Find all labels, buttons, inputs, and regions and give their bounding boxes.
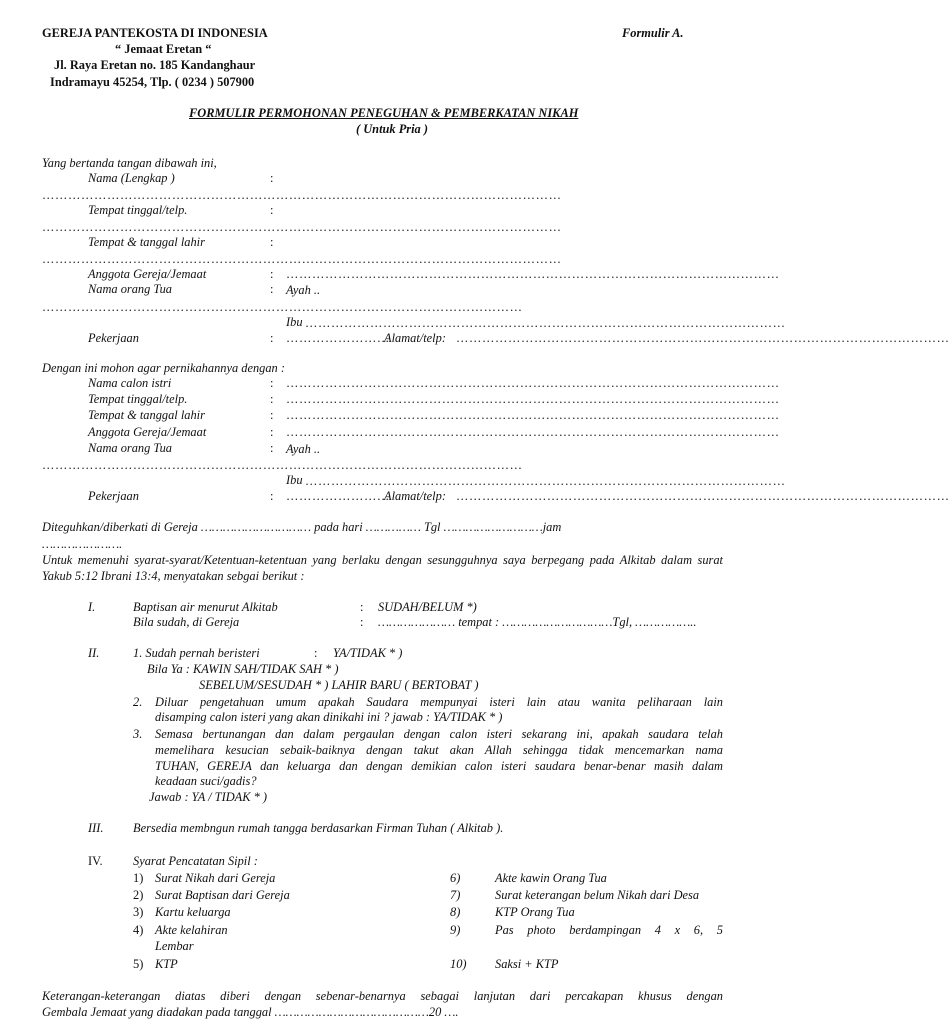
req-item: Saksi + KTP — [495, 957, 559, 971]
req-number: 1) — [133, 871, 144, 885]
bride-name-label: Nama calon istri — [88, 376, 172, 390]
req-item: Akte kawin Orang Tua — [495, 871, 607, 885]
groom-job-address-field[interactable]: …………………………………………………………………………………………………… — [456, 331, 950, 345]
q3-line-3: TUHAN, GEREJA dan keluarga dan dengan demikian calon isteri saudara benar-benar masih dalam — [155, 759, 723, 773]
groom-job-field[interactable]: …………………… — [286, 331, 390, 345]
q3-number: 3. — [133, 727, 143, 741]
req-number: 5) — [133, 957, 144, 971]
groom-birth-field[interactable]: ………………………………………………………………………………………………………… — [42, 252, 562, 266]
req-item: Akte kelahiran — [155, 923, 228, 937]
form-subtitle: ( Untuk Pria ) — [356, 122, 428, 136]
req-item: KTP — [155, 957, 178, 971]
req-item: Surat Nikah dari Gereja — [155, 871, 276, 885]
baptism-church-value[interactable]: ………………… tempat : …………………………Tgl, …………….. — [378, 615, 697, 629]
groom-member-label: Anggota Gereja/Jemaat — [88, 267, 207, 281]
colon: : — [270, 203, 274, 217]
form-code: Formulir A. — [622, 26, 684, 40]
groom-job-label: Pekerjaan — [88, 331, 139, 345]
q2-number: 2. — [133, 695, 143, 709]
q2-line-1: Diluar pengetahuan umum apakah Saudara mempunyai isteri lain atau wanita peliharaan lain — [155, 695, 723, 709]
q1-answer[interactable]: YA/TIDAK * ) — [333, 646, 403, 660]
colon: : — [270, 441, 274, 455]
colon: : — [360, 600, 364, 614]
bride-father-label: Ayah .. — [286, 442, 321, 456]
q1-if-yes-2[interactable]: SEBELUM/SESUDAH * ) LAHIR BARU ( BERTOBAT ) — [199, 678, 479, 692]
bride-parents-label: Nama orang Tua — [88, 441, 172, 455]
groom-name-field[interactable]: ………………………………………………………………………………………………………… — [42, 188, 562, 202]
section-3-text: Bersedia membngun rumah tangga berdasarkan Firman Tuhan ( Alkitab ). — [133, 821, 504, 835]
bride-birth-field[interactable]: …………………………………………………………………………………………………… — [286, 408, 780, 422]
colon: : — [270, 282, 274, 296]
colon: : — [270, 392, 274, 406]
req-number: 9) — [450, 923, 461, 937]
ceremony-line-cont[interactable]: …………………. — [42, 537, 123, 551]
q3-line-2: memelihara kesucian sebaik-baiknya dengan takut akan Allah sehingga tidak mencemarkan nama — [155, 743, 723, 757]
req-number: 3) — [133, 905, 144, 919]
q1-if-yes[interactable]: Bila Ya : KAWIN SAH/TIDAK SAH * ) — [147, 662, 339, 676]
groom-birth-label: Tempat & tanggal lahir — [88, 235, 205, 249]
q3-answer[interactable]: Jawab : YA / TIDAK * ) — [149, 790, 267, 804]
form-title: FORMULIR PERMOHONAN PENEGUHAN & PEMBERKATAN NIKAH — [189, 106, 579, 120]
bride-mother-label: Ibu — [286, 473, 303, 487]
groom-father-label: Ayah .. — [286, 283, 321, 297]
groom-mother-field[interactable]: ………………………………………………………………………………………………… — [305, 316, 786, 330]
bride-father-field[interactable]: ………………………………………………………………………………………………… — [42, 458, 523, 472]
bride-job-field[interactable]: …………………… — [286, 489, 390, 503]
q1-text: 1. Sudah pernah beristeri — [133, 646, 260, 660]
groom-parents-label: Nama orang Tua — [88, 282, 172, 296]
q2-line-2[interactable]: disamping calon isteri yang akan dinikahi ini ? jawab : YA/TIDAK * ) — [155, 710, 503, 724]
req-item: Kartu keluarga — [155, 905, 231, 919]
groom-father-field[interactable]: ………………………………………………………………………………………………… — [42, 300, 523, 314]
section-4-number: IV. — [88, 854, 103, 868]
bride-member-field[interactable]: …………………………………………………………………………………………………… — [286, 425, 780, 439]
church-name: GEREJA PANTEKOSTA DI INDONESIA — [42, 26, 268, 40]
bride-name-field[interactable]: …………………………………………………………………………………………………… — [286, 376, 780, 390]
baptism-church-label: Bila sudah, di Gereja — [133, 615, 240, 629]
groom-mother-label: Ibu — [286, 315, 303, 329]
groom-job-address-label: Alamat/telp: — [384, 331, 446, 345]
bride-member-label: Anggota Gereja/Jemaat — [88, 425, 207, 439]
colon: : — [270, 425, 274, 439]
bride-mother-field[interactable]: ………………………………………………………………………………………………… — [305, 474, 786, 488]
church-phone: Indramayu 45254, Tlp. ( 0234 ) 507900 — [50, 75, 255, 89]
colon: : — [270, 171, 274, 185]
req-number: 4) — [133, 923, 144, 937]
groom-residence-field[interactable]: ………………………………………………………………………………………………………… — [42, 220, 562, 234]
req-number: 2) — [133, 888, 144, 902]
bride-job-address-label: Alamat/telp: — [384, 489, 446, 503]
q3-line-4: keadaan suci/gadis? — [155, 774, 257, 788]
req-number: 10) — [450, 957, 467, 971]
colon: : — [314, 646, 318, 660]
section-1-number: I. — [88, 600, 96, 614]
declaration-text: Untuk memenuhi syarat-syarat/Ketentuan-ketentuan yang berlaku dengan sesungguhnya saya berpegang pada Alkitab dalam surat Yakub 5:12 Ibrani 13:4, menyatakan sebgai berikut : — [42, 553, 723, 583]
colon: : — [270, 489, 274, 503]
groom-residence-label: Tempat tinggal/telp. — [88, 203, 188, 217]
footer-line-2[interactable]: Gembala Jemaat yang diadakan pada tanggal ……………………………………20 …. — [42, 1005, 459, 1019]
req-item: Pas photo berdampingan 4 x 6, 5 — [495, 923, 723, 937]
bride-job-label: Pekerjaan — [88, 489, 139, 503]
req-number: 7) — [450, 888, 461, 902]
section-2-number: II. — [88, 646, 100, 660]
colon: : — [360, 615, 364, 629]
section-4-title: Syarat Pencatatan Sipil : — [133, 854, 258, 868]
bride-birth-label: Tempat & tanggal lahir — [88, 408, 205, 422]
baptism-label: Baptisan air menurut Alkitab — [133, 600, 278, 614]
req-number: 8) — [450, 905, 461, 919]
church-address: Jl. Raya Eretan no. 185 Kandanghaur — [54, 58, 256, 72]
req-item-cont: Lembar — [155, 939, 194, 953]
colon: : — [270, 235, 274, 249]
req-item: Surat keterangan belum Nikah dari Desa — [495, 888, 700, 902]
jemaat-name: “ Jemaat Eretan “ — [115, 42, 212, 56]
footer-line-1: Keterangan-keterangan diatas diberi dengan sebenar-benarnya sebagai lanjutan dari percakapan khusus dengan — [42, 989, 723, 1003]
groom-name-label: Nama (Lengkap ) — [88, 171, 175, 185]
colon: : — [270, 331, 274, 345]
section-3-number: III. — [88, 821, 104, 835]
bride-residence-field[interactable]: …………………………………………………………………………………………………… — [286, 392, 780, 406]
bride-residence-label: Tempat tinggal/telp. — [88, 392, 188, 406]
colon: : — [270, 376, 274, 390]
bride-job-address-field[interactable]: …………………………………………………………………………………………………… — [456, 489, 950, 503]
baptism-value[interactable]: SUDAH/BELUM *) — [378, 600, 477, 614]
req-number: 6) — [450, 871, 461, 885]
ceremony-line[interactable]: Diteguhkan/diberkati di Gereja ………………………… pada hari …………… Tgl ………………………jam — [42, 520, 562, 534]
req-item: Surat Baptisan dari Gereja — [155, 888, 290, 902]
q3-line-1: Semasa bertunangan dan dalam pergaulan dengan calon isteri sekarang ini, apakah saudara telah — [155, 727, 723, 741]
colon: : — [270, 267, 274, 281]
req-item: KTP Orang Tua — [495, 905, 575, 919]
groom-intro: Yang bertanda tangan dibawah ini, — [42, 156, 217, 170]
colon: : — [270, 408, 274, 422]
bride-intro: Dengan ini mohon agar pernikahannya dengan : — [42, 361, 285, 375]
groom-member-field[interactable]: …………………………………………………………………………………………………… — [286, 267, 780, 281]
